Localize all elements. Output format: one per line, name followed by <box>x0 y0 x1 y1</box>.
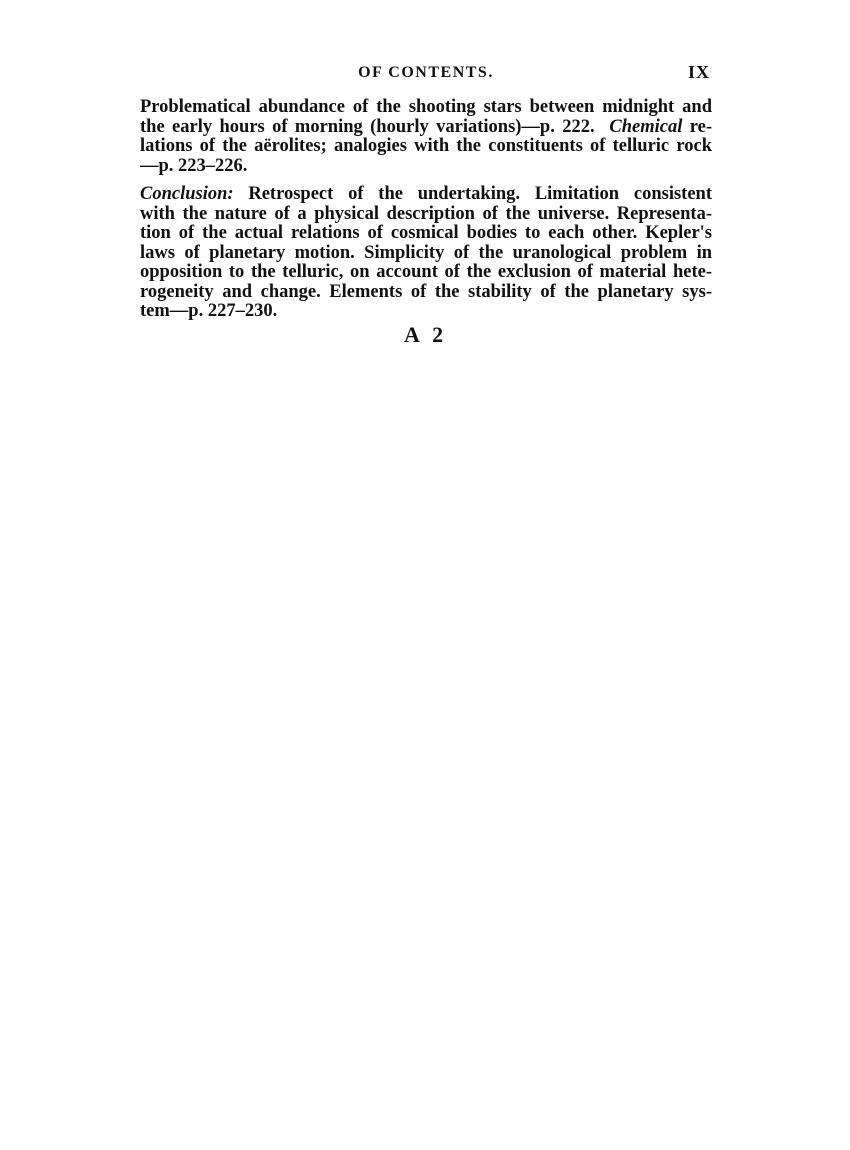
text-line: opposition to the telluric, on account of the exclusion of material hete- <box>140 262 712 282</box>
text-line: tion of the actual relations of cosmical bodies to each other. Kepler's <box>140 223 712 243</box>
printer-signature-mark: A 2 <box>404 322 448 347</box>
text-run: re- <box>682 116 713 137</box>
text-line: lations of the aërolites; analogies with the constituents of telluric rock <box>140 136 712 156</box>
text-line: rogeneity and change. Elements of the stability of the planetary sys- <box>140 281 712 302</box>
text-line: with the nature of a physical description of the universe. Representa- <box>140 203 712 224</box>
text-line <box>140 185 712 205</box>
text-line <box>140 118 712 138</box>
page-header <box>140 64 712 88</box>
page-number: IX <box>687 62 710 82</box>
text-line: —p. 223–226. <box>140 155 248 176</box>
running-head: OF CONTENTS. <box>358 64 494 81</box>
contents-paragraph-conclusion <box>140 185 712 322</box>
italic-heading-conclusion: Conclusion: <box>140 184 234 204</box>
contents-body <box>140 98 712 322</box>
text-run: the early hours of morning (hourly variations)—p. 222. <box>140 116 595 137</box>
text-line: tem—p. 227–230. <box>140 301 278 321</box>
contents-paragraph-meteors <box>140 98 712 176</box>
text-line: laws of planetary motion. Simplicity of the uranological problem in <box>140 242 712 263</box>
text-line: Problematical abundance of the shooting stars between midnight and <box>140 97 712 117</box>
text-run: Retrospect of the undertaking. Limitation consistent <box>233 184 712 204</box>
italic-heading-chemical: Chemical <box>609 116 683 137</box>
